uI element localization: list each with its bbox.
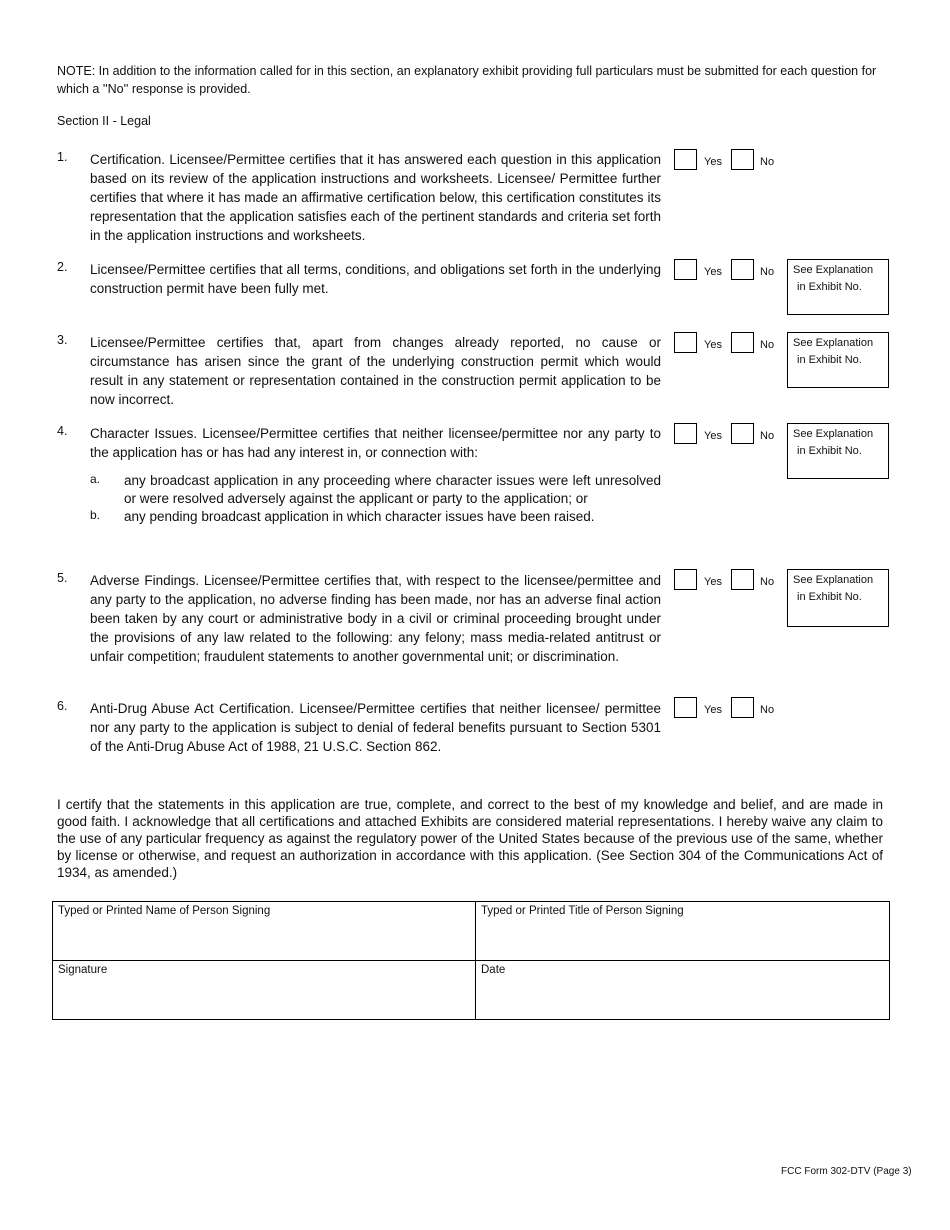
- sub-item-text: any broadcast application in any proceeding where character issues were left unresolved or were resolved adversely against the applicant or party to the application; or: [124, 473, 661, 506]
- date-label: Date: [481, 964, 506, 976]
- yes-checkbox[interactable]: [674, 423, 697, 444]
- printed-title-label: Typed or Printed Title of Person Signing: [481, 905, 684, 917]
- explanation-label: See Explanation: [793, 264, 874, 276]
- sub-item-text: any pending broadcast application in which character issues have been raised.: [124, 509, 595, 524]
- yes-no-group-5: [674, 569, 784, 593]
- no-checkbox[interactable]: [731, 423, 754, 444]
- no-label: No: [760, 156, 775, 168]
- certification-statement: I certify that the statements in this application are true, complete, and correct to the best of my knowledge and belief, and are made in good faith. I acknowledge that all certifications and attached Exhibits are considered material representations. I hereby waive any claim to the use of any particular frequency as against the regulatory power of the United States because of the previous use of the same, whether by license or otherwise, and request an authorization in accordance with this application. (See Section 304 of the Communications Act of 1934, as amended.): [57, 797, 883, 880]
- sub-item-letter: a.: [90, 472, 101, 486]
- printed-name-field[interactable]: [53, 902, 476, 961]
- section-title: Section II - Legal: [57, 114, 151, 128]
- note-text: NOTE: In addition to the information called for in this section, an explanatory exhibit providing full particulars must be submitted for each question for which a ''No'' response is provided.: [57, 64, 877, 96]
- no-label: No: [760, 339, 775, 351]
- question-4: [57, 424, 661, 526]
- question-1: [57, 150, 661, 245]
- yes-no-group-6: [674, 697, 784, 721]
- no-checkbox[interactable]: [731, 332, 754, 353]
- exhibit-explanation-box-4[interactable]: [787, 423, 889, 479]
- yes-checkbox[interactable]: [674, 149, 697, 170]
- no-checkbox[interactable]: [731, 259, 754, 280]
- signature-table: [52, 901, 890, 1020]
- exhibit-label: in Exhibit No.: [797, 591, 862, 603]
- question-number: 3.: [57, 333, 68, 347]
- no-checkbox[interactable]: [731, 569, 754, 590]
- explanation-label: See Explanation: [793, 428, 874, 440]
- signature-field[interactable]: [53, 961, 476, 1020]
- no-label: No: [760, 430, 775, 442]
- yes-no-group-2: [674, 259, 784, 283]
- printed-name-label: Typed or Printed Name of Person Signing: [58, 905, 271, 917]
- exhibit-explanation-box-2[interactable]: [787, 259, 889, 315]
- yes-no-group-3: [674, 332, 784, 356]
- yes-checkbox[interactable]: [674, 259, 697, 280]
- exhibit-explanation-box-5[interactable]: [787, 569, 889, 627]
- yes-checkbox[interactable]: [674, 697, 697, 718]
- no-checkbox[interactable]: [731, 697, 754, 718]
- signature-label: Signature: [58, 964, 108, 976]
- sub-item-b: [90, 508, 661, 526]
- no-label: No: [760, 704, 775, 716]
- yes-checkbox[interactable]: [674, 332, 697, 353]
- question-number: 5.: [57, 571, 68, 585]
- exhibit-label: in Exhibit No.: [797, 354, 862, 366]
- yes-label: Yes: [704, 156, 722, 168]
- no-checkbox[interactable]: [731, 149, 754, 170]
- yes-label: Yes: [704, 704, 722, 716]
- date-field[interactable]: [476, 961, 890, 1020]
- exhibit-label: in Exhibit No.: [797, 281, 862, 293]
- yes-no-group-1: [674, 149, 784, 173]
- yes-checkbox[interactable]: [674, 569, 697, 590]
- explanation-label: See Explanation: [793, 337, 874, 349]
- sub-item-a: [90, 472, 661, 508]
- question-5: [57, 571, 661, 666]
- sub-item-letter: b.: [90, 508, 101, 522]
- question-text: Character Issues. Licensee/Permittee certifies that neither licensee/permittee nor any party to the application has or has had any interest in, or connection with:: [90, 426, 661, 460]
- question-text: Licensee/Permittee certifies that, apart from changes already reported, no cause or circumstance has arisen since the grant of the underlying construction permit which would result in any statement or representation contained in the construction permit application to be now incorrect.: [90, 335, 661, 407]
- question-number: 2.: [57, 260, 68, 274]
- question-text: Adverse Findings. Licensee/Permittee certifies that, with respect to the licensee/permittee and any party to the application, no adverse finding has been made, nor has an adverse final action been taken by any court or administrative body in a civil or criminal proceeding brought under the provisions of any law related to the following: any felony; mass media-related antitrust or unfair competition; fraudulent statements to another governmental unit; or discrimination.: [90, 573, 661, 664]
- exhibit-explanation-box-3[interactable]: [787, 332, 889, 388]
- exhibit-label: in Exhibit No.: [797, 445, 862, 457]
- no-label: No: [760, 576, 775, 588]
- no-label: No: [760, 266, 775, 278]
- question-3: [57, 333, 661, 409]
- yes-label: Yes: [704, 339, 722, 351]
- yes-label: Yes: [704, 576, 722, 588]
- question-text: Certification. Licensee/Permittee certifies that it has answered each question in this application based on its review of the application instructions and worksheets. Licensee/ Permittee further certifies that where it has made an affirmative certification below, this certification constitutes its representation that the application satisfies each of the pertinent standards and criteria set forth in the application instructions and worksheets.: [90, 152, 661, 243]
- question-text: Licensee/Permittee certifies that all terms, conditions, and obligations set forth in the underlying construction permit have been fully met.: [90, 262, 661, 296]
- question-6: [57, 699, 661, 756]
- question-2: [57, 260, 661, 298]
- yes-no-group-4: [674, 423, 784, 447]
- question-number: 4.: [57, 424, 68, 438]
- explanation-label: See Explanation: [793, 574, 874, 586]
- yes-label: Yes: [704, 430, 722, 442]
- page-footer: FCC Form 302-DTV (Page 3): [781, 1166, 912, 1177]
- question-number: 1.: [57, 150, 68, 164]
- question-number: 6.: [57, 699, 68, 713]
- yes-label: Yes: [704, 266, 722, 278]
- printed-title-field[interactable]: [476, 902, 890, 961]
- question-text: Anti-Drug Abuse Act Certification. Licensee/Permittee certifies that neither licensee/ permittee nor any party to the application is subject to denial of federal benefits pursuant to Section 5301 of the Anti-Drug Abuse Act of 1988, 21 U.S.C. Section 862.: [90, 701, 661, 754]
